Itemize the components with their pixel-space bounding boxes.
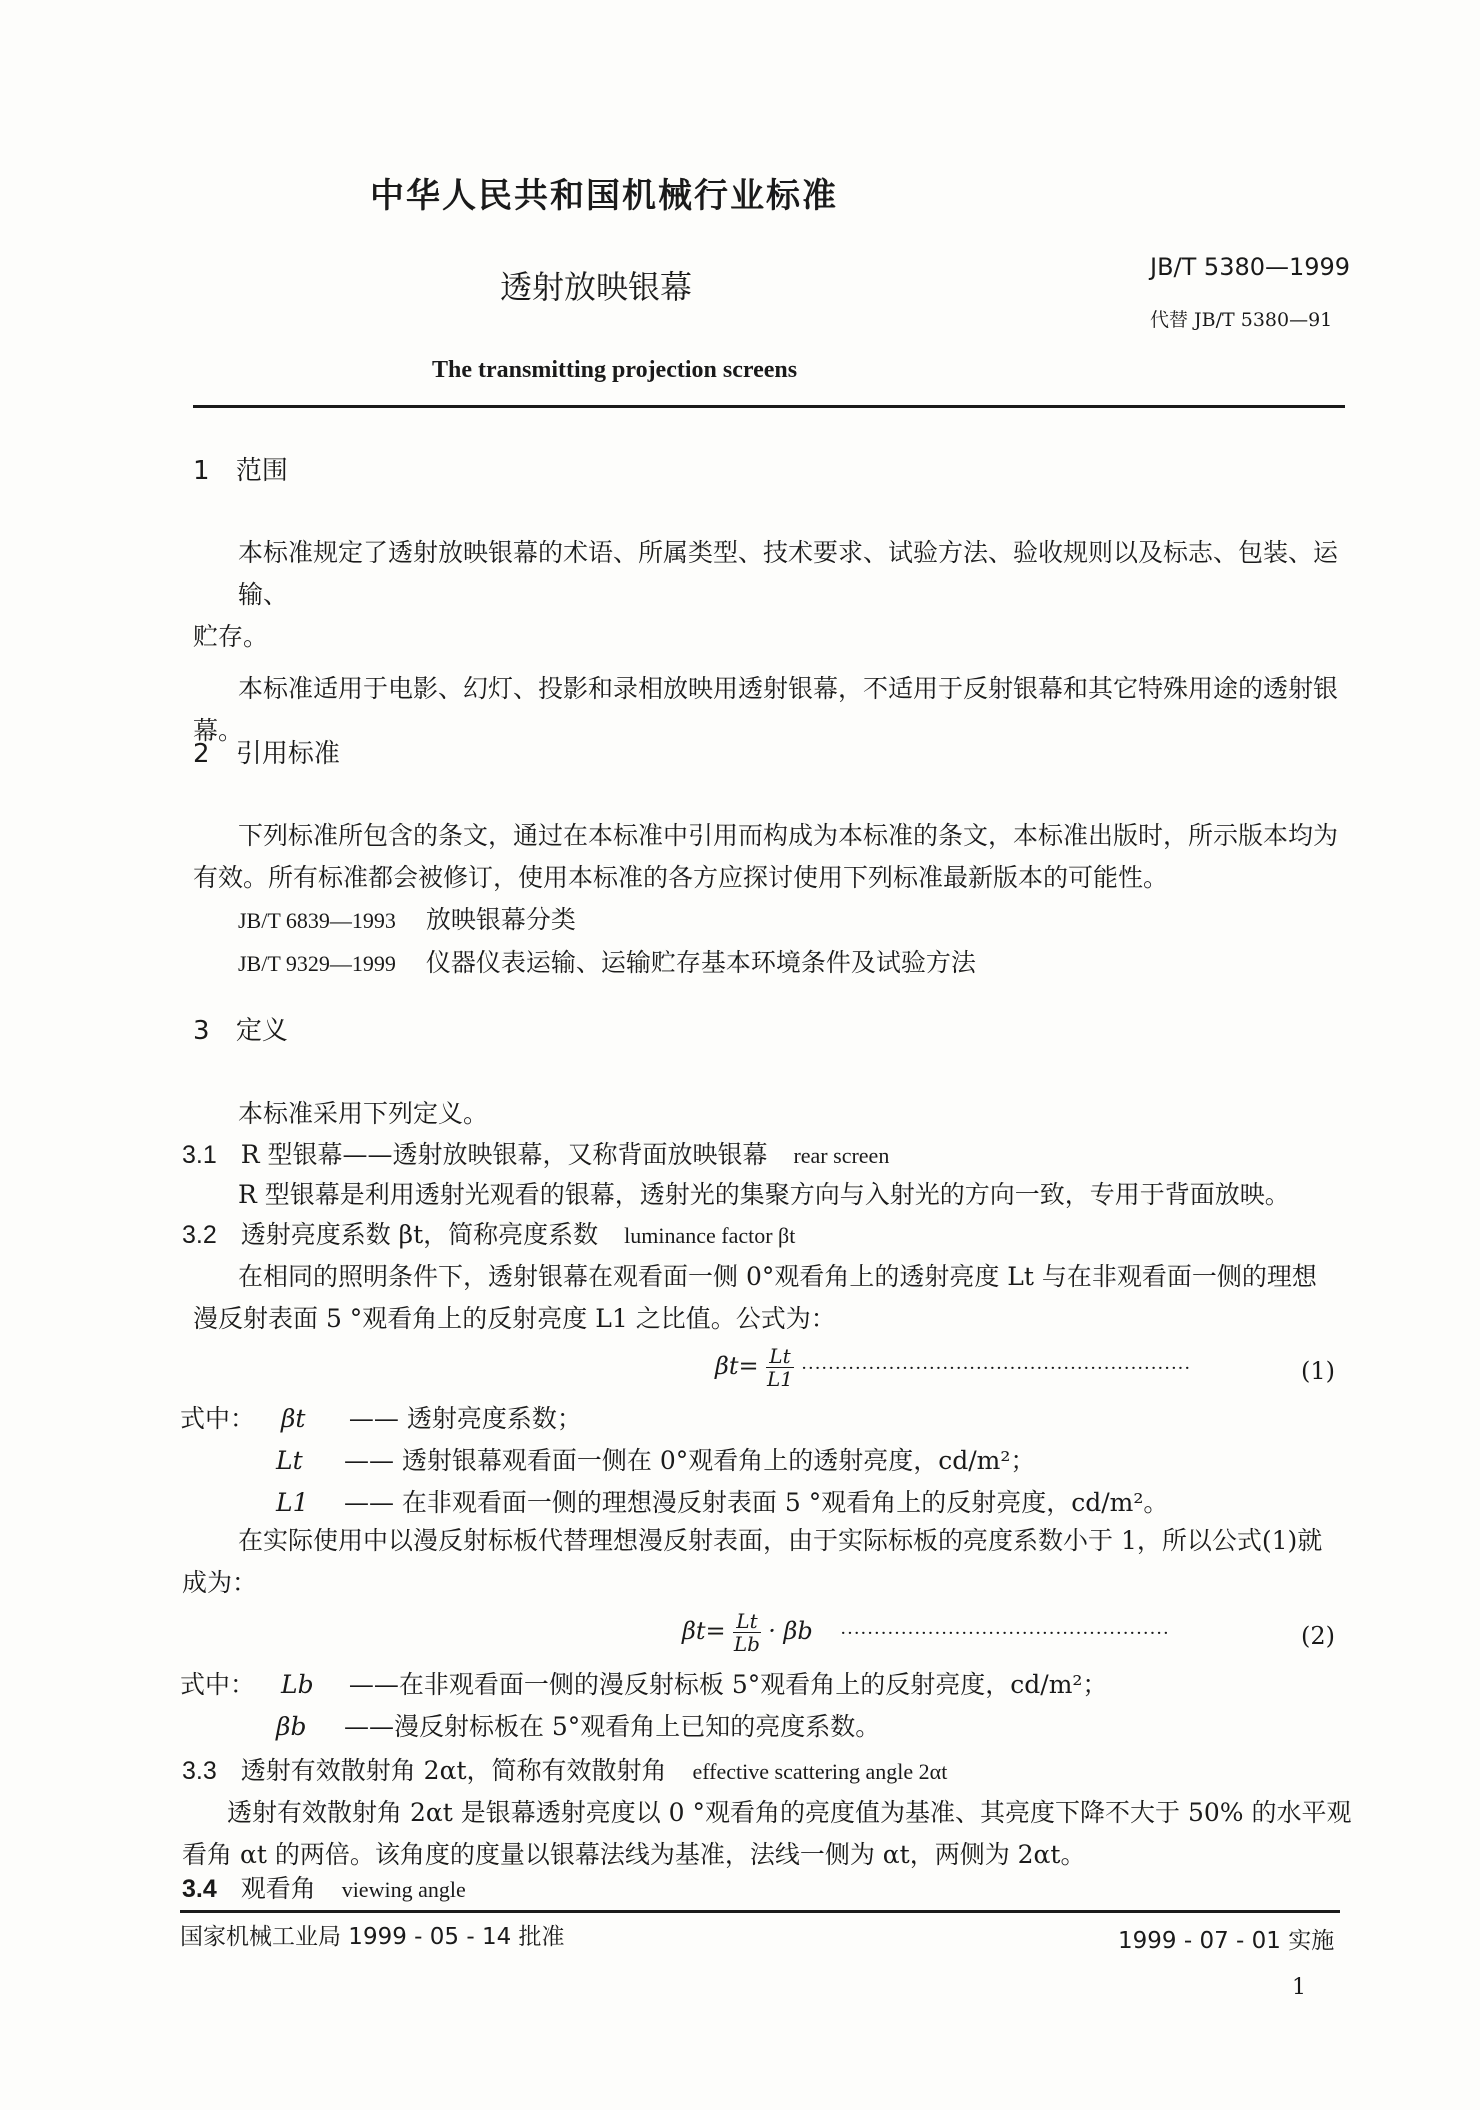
where-block-1	[180, 1398, 1168, 1524]
where-desc: ——漫反射标板在 5°观看角上已知的亮度系数。	[343, 1712, 881, 1741]
s32-title: 透射亮度系数 βt，简称亮度系数	[240, 1220, 599, 1249]
s33-en: effective scattering angle 2αt	[692, 1759, 948, 1784]
doc-title-cn: 透射放映银幕	[500, 268, 693, 306]
where-symbol: Lb	[280, 1670, 314, 1699]
s34-heading	[182, 1868, 466, 1911]
eq2-numerator: Lt	[733, 1610, 760, 1633]
eq2-tail: · βb	[768, 1617, 813, 1645]
where-symbol: βt	[280, 1404, 306, 1433]
where-block-2	[180, 1664, 1107, 1748]
where-desc: —— 在非观看面一侧的理想漫反射表面 5 °观看角上的反射亮度，cd/m²。	[343, 1488, 1169, 1517]
eq2-tag: (2)	[1301, 1622, 1335, 1650]
std-number: JB/T 5380—1999	[1150, 253, 1351, 281]
s31-number: 3.1	[182, 1141, 217, 1169]
eq2-leader: ·················································	[840, 1623, 1170, 1644]
section2-title: 引用标准	[235, 739, 340, 769]
s31-title: R 型银幕——透射放映银幕，又称背面放映银幕	[240, 1140, 768, 1169]
section1-para2-line2: 幕。	[193, 716, 244, 745]
practice-line2: 成为：	[182, 1568, 258, 1597]
where-desc: —— 透射银幕观看面一侧在 0°观看角上的透射亮度，cd/m²；	[343, 1446, 1036, 1475]
footer-rule	[180, 1910, 1340, 1913]
eq1-fraction	[766, 1345, 793, 1390]
where-label: 式中：	[180, 1404, 256, 1433]
equation-2	[682, 1610, 1335, 1655]
s33-heading	[182, 1750, 947, 1793]
eq2-lhs: βt=	[682, 1617, 726, 1645]
ref-code: JB/T 6839—1993	[238, 908, 396, 933]
section3-number: 3	[193, 1016, 210, 1046]
section1-heading	[193, 450, 288, 487]
doc-title-en: The transmitting projection screens	[432, 357, 798, 383]
s32-en: luminance factor βt	[624, 1223, 796, 1248]
replaces-note: 代替 JB/T 5380—91	[1150, 309, 1333, 331]
s31-body: R 型银幕是利用透射光观看的银幕，透射光的集聚方向与入射光的方向一致，专用于背面放映。	[238, 1180, 1290, 1209]
eq1-leader: ··························································	[801, 1358, 1192, 1379]
where-desc: —— 透射亮度系数；	[348, 1404, 582, 1433]
eq1-numerator: Lt	[766, 1345, 793, 1368]
where-symbol: L1	[276, 1488, 309, 1517]
s32-body-line2: 漫反射表面 5 °观看角上的反射亮度 L1 之比值。公式为：	[193, 1304, 836, 1333]
approval-note: 国家机械工业局 1999 - 05 - 14 批准	[180, 1924, 565, 1950]
effective-date: 1999 - 07 - 01 实施	[1118, 1928, 1335, 1954]
ref-title: 仪器仪表运输、运输贮存基本环境条件及试验方法	[425, 948, 976, 977]
section3-heading	[193, 1010, 288, 1047]
section1-para2-line1: 本标准适用于电影、幻灯、投影和录相放映用透射银幕，不适用于反射银幕和其它特殊用途的透射银	[238, 674, 1339, 703]
eq1-tag: (1)	[1301, 1357, 1335, 1385]
practice-text	[182, 1520, 1352, 1604]
s31-heading	[182, 1134, 889, 1177]
where-symbol: βb	[276, 1712, 307, 1741]
practice-line1: 在实际使用中以漫反射标板代替理想漫反射表面，由于实际标板的亮度系数小于 1，所以公式(1)就	[238, 1526, 1323, 1555]
eq1-lhs: βt=	[715, 1352, 759, 1380]
section3-intro: 本标准采用下列定义。	[238, 1099, 489, 1128]
eq2-denominator: Lb	[733, 1632, 760, 1656]
s34-title: 观看角	[240, 1874, 316, 1903]
where-desc: ——在非观看面一侧的漫反射标板 5°观看角上的反射亮度，cd/m²；	[348, 1670, 1108, 1699]
eq1-denominator: L1	[766, 1367, 793, 1391]
section1-number: 1	[193, 456, 210, 486]
section1-body	[193, 532, 1353, 752]
section1-para1-line1: 本标准规定了透射放映银幕的术语、所属类型、技术要求、试验方法、验收规则以及标志、包装、运输、	[238, 538, 1339, 609]
s32-heading	[182, 1214, 795, 1257]
section2-number: 2	[193, 739, 210, 769]
ref-item	[193, 942, 1353, 985]
section2-intro-line2: 有效。所有标准都会被修订，使用本标准的各方应探讨使用下列标准最新版本的可能性。	[193, 863, 1169, 892]
s33-title: 透射有效散射角 2αt，简称有效散射角	[240, 1756, 667, 1785]
section2-body	[193, 815, 1353, 985]
ref-title: 放映银幕分类	[425, 905, 576, 934]
section2-intro-line1: 下列标准所包含的条文，通过在本标准中引用而构成为本标准的条文，本标准出版时，所示版本均为	[238, 821, 1339, 850]
where-symbol: Lt	[276, 1446, 303, 1475]
section2-heading	[193, 733, 340, 770]
section1-para1-line2: 贮存。	[193, 622, 269, 651]
eq2-fraction	[733, 1610, 760, 1655]
s33-body	[182, 1792, 1352, 1876]
equation-1	[715, 1345, 1335, 1390]
ref-code: JB/T 9329—1999	[238, 951, 396, 976]
header-rule	[193, 405, 1345, 408]
s33-body-line1: 透射有效散射角 2αt 是银幕透射亮度以 0 °观看角的亮度值为基准、其亮度下降不大于 50% 的水平观	[227, 1798, 1352, 1827]
s34-number: 3.4	[182, 1875, 217, 1903]
section3-title: 定义	[235, 1016, 288, 1046]
org-title: 中华人民共和国机械行业标准	[370, 176, 838, 216]
s32-body-line1: 在相同的照明条件下，透射银幕在观看面一侧 0°观看角上的透射亮度 Lt 与在非观看面一侧的理想	[238, 1262, 1317, 1291]
section1-title: 范围	[235, 456, 288, 486]
s31-en: rear screen	[793, 1143, 890, 1168]
page-number: 1	[1292, 1975, 1306, 2000]
s34-en: viewing angle	[341, 1877, 466, 1902]
where-label: 式中：	[180, 1670, 256, 1699]
s33-body-line2: 看角 αt 的两倍。该角度的度量以银幕法线为基准，法线一侧为 αt，两侧为 2αt。	[182, 1840, 1086, 1869]
s32-number: 3.2	[182, 1221, 217, 1249]
ref-item	[193, 899, 1353, 942]
s32-body	[193, 1256, 1353, 1340]
s33-number: 3.3	[182, 1757, 217, 1785]
